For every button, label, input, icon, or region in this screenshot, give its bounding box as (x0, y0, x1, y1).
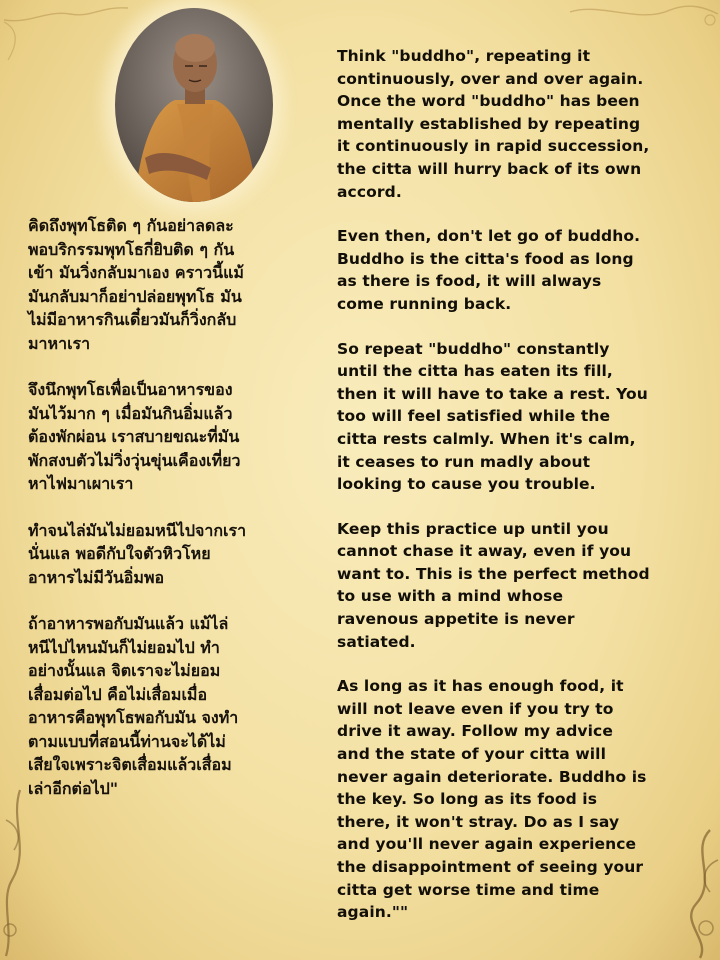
english-paragraph: Think "buddho", repeating it continuously, over and over again. Once the word "buddho" has been mentally established by repeating it continuously in rapid succession, the citta will hurry back of its own accord. (337, 47, 650, 201)
english-paragraph: So repeat "buddho" constantly until the citta has eaten its fill, then it will have to take a rest. You too will feel satisfied while the citta rests calmly. When it's calm, it ceases to run madly about looking to cause you trouble. (337, 339, 648, 494)
english-text-column (337, 45, 707, 946)
english-paragraph: Keep this practice up until you cannot chase it away, even if you want to. This is the perfect method to use with a mind whose ravenous appetite is never satiated. (337, 519, 650, 651)
english-paragraph: Even then, don't let go of buddho. Buddho is the citta's food as long as there is food, it will always come running back. (337, 227, 641, 313)
thai-paragraph: ถ้าอาหารพอกับมันแล้ว แม้ไล่ หนีไปไหนมันก็ไม่ยอมไป ทำ อย่างนั้นแล จิตเราจะไม่ยอม เสื่อมต่อไป คือไม่เสื่อมเมื่อ อาหารคือพุทโธพอกับมัน จงทำ ตามแบบที่สอนนี้ท่านจะได้ไม่ เสียใจเพราะจิตเสื่อมแล้วเสื่อม เล่าอีกต่อไป" (28, 614, 239, 798)
thai-text-column (28, 214, 328, 823)
thai-paragraph: คิดถึงพุทโธติด ๆ กันอย่าลดละ พอบริกรรมพุทโธกี่ยิบติด ๆ กัน เข้า มันวิ่งกลับมาเอง คราวนี้แม้ มันกลับมาก็อย่าปล่อยพุทโธ มัน ไม่มีอาหารกินเดี๋ยวมันก็วิ่งกลับ มาหาเรา (28, 216, 244, 353)
english-paragraph: As long as it has enough food, it will not leave even if you try to drive it away. Follow my advice and the state of your citta will never again deteriorate. Buddho is the key. So long as its food is there, it won't stray. Do as I say and you'll never again experience the disappointment of seeing your citta get worse time and time again."" (337, 677, 647, 922)
thai-paragraph: จึงนึกพุทโธเพื่อเป็นอาหารของ มันไว้มาก ๆ เมื่อมันกินอิ่มแล้ว ต้องพักผ่อน เราสบายขณะที่มัน พักสงบตัวไม่วิ่งวุ่นขุ่นเคืองเที่ยว หาไฟมาเผาเรา (28, 380, 241, 493)
monk-portrait-icon (115, 8, 273, 202)
thai-paragraph: ทำจนไล่มันไม่ยอมหนีไปจากเรา นั่นแล พอดีกับใจตัวหิวโหย อาหารไม่มีวันอิ่มพอ (28, 520, 247, 587)
monk-portrait (115, 8, 273, 202)
